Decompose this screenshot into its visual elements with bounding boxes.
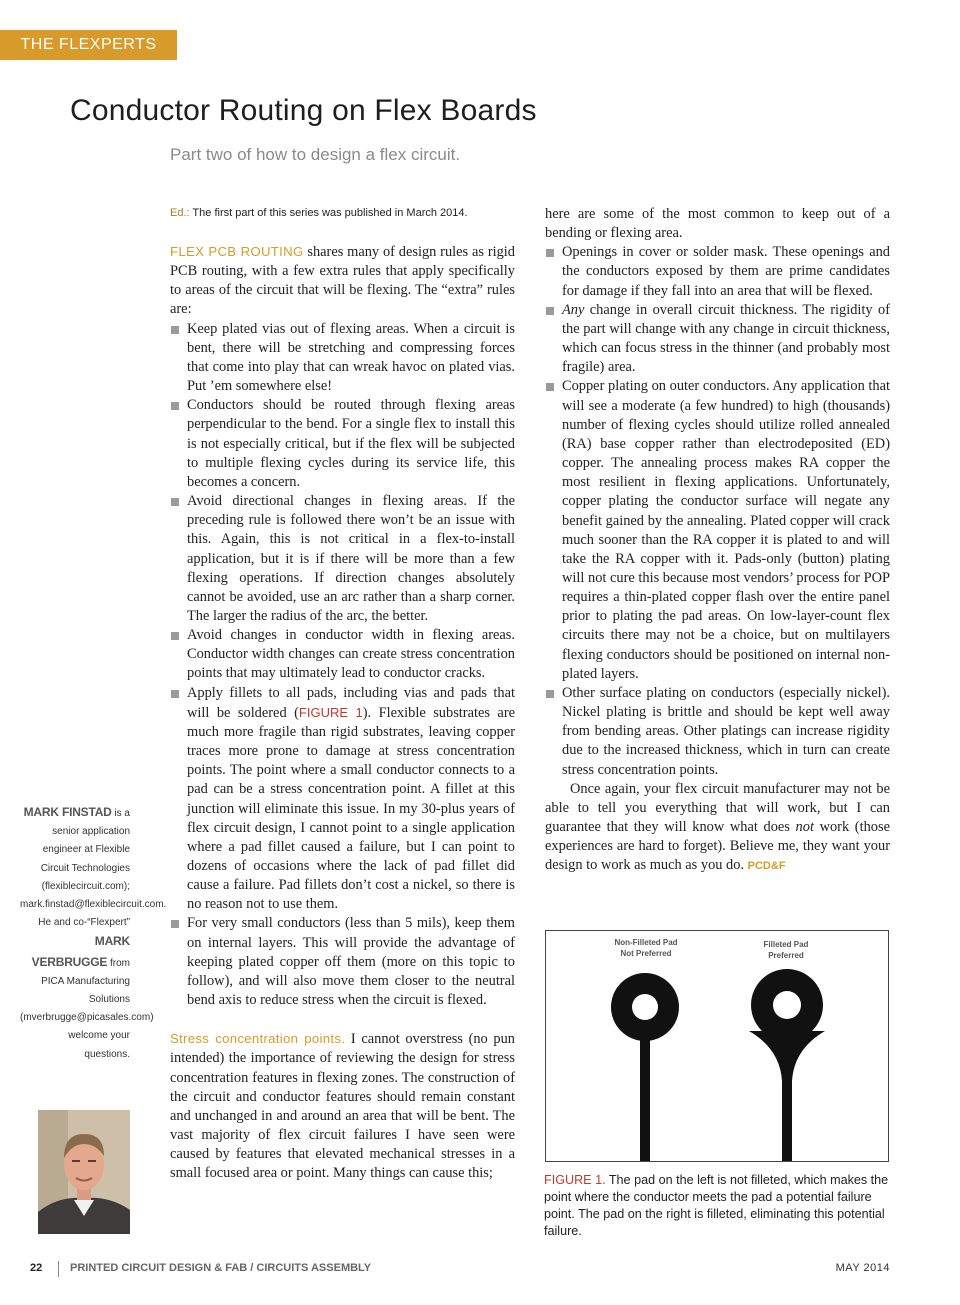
section-tag: THE FLEXPERTS — [0, 30, 177, 60]
stress-features-list — [545, 243, 890, 779]
figure-1-reference: FIGURE 1 — [298, 704, 363, 720]
stress-text: I cannot overstress (no pun intended) the importance of reviewing the design for stress concentration features in flexing zones. The construction of the circuit and conductor features should remain constant and unchanged in and around an area that will be bent. The vast majority of flex circuit failures I have seen were caused by features that elevated mechanical stresses in a small focused area or point. Many things can cause this; — [170, 1031, 515, 1182]
rule-width-changes: Avoid changes in conductor width in flexing areas. Conductor width changes can create stress concentration points that may ultimately lead to conductor cracks. — [170, 626, 515, 683]
fillets-text-after: ). Flexible substrates are much more fragile than rigid substrates, leaving copper traces more prone to damage at stress concentration points. The point where a small conductor connects to a pad can be a stress concentration point. A fillet at this junction will eliminate this issue. In my 30-plus years of flex circuit design, I cannot point to a single application where a pad fillet caused a failure, but I can point to dozens of occasions where the lack of pad fillet did cause a failure. Pad fillets don’t cost a nickel, so there is no reason not to use them. — [187, 704, 515, 913]
author-name-1: MARK FINSTAD — [23, 805, 112, 819]
rule-plated-vias: Keep plated vias out of flexing areas. When a circuit is bent, there will be stretching and compressing forces that come into play that can wreak havoc on plated vias. Put ’em somewhere else! — [170, 320, 515, 397]
author-portrait-image — [38, 1110, 130, 1234]
non-filleted-pad-shape — [611, 973, 679, 1161]
fillets-text-before: Apply fillets to all pads, including vias and pads that will be soldered ( — [187, 684, 515, 721]
closing-after: work (those experiences are hard to forget). Believe me, they want your design to work as much as you do. — [545, 819, 890, 874]
editor-note — [170, 205, 515, 221]
author-bio-text-1: is a senior application engineer at Flexible Circuit Technologies (flexiblecircuit.com); mark.finstad@flexiblecircuit.com. He and co-“Flexpert” — [20, 808, 167, 929]
filleted-pad-shape — [749, 969, 825, 1161]
caption-label: FIGURE 1. — [544, 1173, 606, 1187]
intro-paragraph — [170, 242, 515, 320]
publication-name: PRINTED CIRCUIT DESIGN & FAB / CIRCUITS ASSEMBLY — [70, 1262, 372, 1274]
non-filleted-label-line-2: Not Preferred — [620, 949, 672, 958]
closing-emphasis: not — [795, 819, 814, 835]
feature-other-plating: Other surface plating on conductors (especially nickel). Nickel plating is brittle and should be kept well away from bending areas. Other platings can increase rigidity due to the increased thickness, which in turn can create stress concentration points. — [545, 684, 890, 780]
footer-divider — [58, 1261, 59, 1277]
non-filleted-label-line-1: Non-Filleted Pad — [614, 938, 678, 947]
article-title: Conductor Routing on Flex Boards — [70, 94, 537, 127]
rule-directional-changes: Avoid directional changes in flexing areas. If the preceding rule is followed there won’t be an issue with this. Again, this is not critical in a flex-to-install application, but it is if there will be more than a few flexing operations. If direction changes absolutely cannot be avoided, use an arc rather than a sharp corner. The larger the radius of the arc, the better. — [170, 492, 515, 626]
caption-text: The pad on the left is not filleted, which makes the point where the conductor meets the pad a potential failure point. The pad on the right is filleted, eliminating this potential failure. — [544, 1173, 889, 1238]
closing-paragraph — [545, 780, 890, 877]
figure-1-caption — [544, 1172, 894, 1240]
editor-note-text: The first part of this series was published in March 2014. — [189, 207, 468, 219]
feature-thickness — [545, 301, 890, 378]
rule-small-conductors: For very small conductors (less than 5 mils), keep them on internal layers. This will provide the advantage of keeping plated copper off them (more on this topic to follow), and will also move them closer to the neutral bend axis to reduce stress when the circuit is flexed. — [170, 914, 515, 1010]
column-2 — [545, 205, 890, 876]
rule-fillets — [170, 684, 515, 915]
figure-1 — [545, 930, 889, 1162]
rule-perpendicular: Conductors should be routed through flexing areas perpendicular to the bend. For a single flex to install this is not especially critical, but if the flex will be subjected to multiple flexing cycles during its service life, this becomes a concern. — [170, 396, 515, 492]
feature-copper-plating: Copper plating on outer conductors. Any application that will see a moderate (a few hundred) to high (thousands) number of flexing cycles should utilize rolled annealed (RA) base copper rather than electrodeposited (ED) copper. The annealing process makes RA copper the most resilient in flexing applications. Unfortunately, copper plating the conductor surface will negate any benefit gained by the annealing. Plated copper will crack much sooner than the RA copper it is plated to and will take the RA copper with it. Pads-only (button) plating will not cure this because most vendors’ process for POP requires a thin-plated copper flash over the entire panel prior to plating the pad areas. On low-layer-count flex circuits there may not be a choice, but on multilayers flexing conductors should be positioned on internal non-plated layers. — [545, 377, 890, 684]
routing-rules-list — [170, 320, 515, 1011]
stress-run-in: Stress concentration points. — [170, 1031, 346, 1047]
stress-paragraph — [170, 1029, 515, 1183]
author-bio — [20, 803, 167, 1064]
page-number: 22 — [30, 1262, 43, 1274]
intro-text: shares many of design rules as rigid PCB routing, with a few extra rules that apply specifically to areas of the circuit that will be flexing. The “extra” rules are: — [170, 244, 515, 318]
issue-date: MAY 2014 — [835, 1262, 890, 1274]
col2-lead: here are some of the most common to keep out of a bending or flexing area. — [545, 206, 890, 242]
author-bio-text-2: from PICA Manufacturing Solutions (mverbrugge@picasales.com) welcome your questions. — [20, 957, 154, 1060]
feature-openings: Openings in cover or solder mask. These openings and the conductors exposed by them are prime candidates for damage if they fall into an area that will be flexed. — [545, 243, 890, 300]
filleted-label-line-2: Preferred — [768, 951, 804, 960]
closing-before: Once again, your flex circuit manufacturer may not be able to tell you everything that will work, but I can guarantee that they will know what does — [545, 780, 890, 835]
end-mark: PCD&F — [747, 860, 786, 873]
intro-run-in: FLEX PCB ROUTING — [170, 244, 304, 259]
article-subtitle: Part two of how to design a flex circuit. — [170, 145, 461, 164]
filleted-label-line-1: Filleted Pad — [763, 940, 809, 949]
thickness-text: change in overall circuit thickness. The rigidity of the part will change with any change in circuit thickness, which can focus stress in the thinner (and probably most fragile) area. — [562, 301, 890, 376]
thickness-emphasis: Any — [562, 301, 585, 318]
author-photo — [38, 1110, 130, 1234]
editor-note-label: Ed.: — [170, 207, 190, 219]
column-1 — [170, 205, 515, 1184]
pad-illustration — [546, 931, 888, 1161]
author-name-2: MARK VERBRUGGE — [31, 934, 130, 969]
